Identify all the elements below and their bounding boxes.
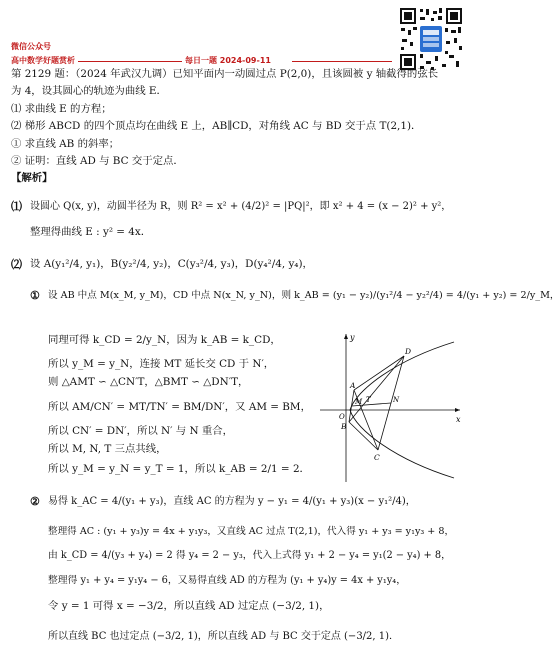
segment-bd	[349, 356, 404, 422]
segment-ad	[354, 356, 404, 390]
question-2: ⑵ 梯形 ABCD 的四个顶点均在曲线 E 上，AB∥CD，对角线 AC 与 BD 交于点 T(2,1)．	[11, 120, 422, 132]
subpart1-line-7: 所以 M, N, T 三点共线，	[48, 443, 167, 455]
part2-marker: ⑵	[11, 258, 22, 271]
subpart1-line-6: 所以 CN′ = DN′，所以 N′ 与 N 重合，	[48, 425, 234, 437]
question-2b: ② 证明：直线 AD 与 BC 交于定点．	[11, 155, 184, 167]
x-axis-arrow-icon	[455, 408, 460, 412]
subpart2-line-6: 所以直线 BC 也过定点 (−3/2, 1)，所以直线 AD 与 BC 交于定点 (−3/2, 1)．	[48, 631, 400, 642]
point-m-label: M	[355, 398, 363, 406]
y-axis-label: y	[350, 333, 355, 342]
part2-line-1: 设 A(y₁²/4, y₁)，B(y₂²/4, y₂)，C(y₃²/4, y₃)，D(y₄²/4, y₄)，	[30, 258, 313, 270]
subpart1-line-1: 设 AB 中点 M(x_M, y_M)，CD 中点 N(x_N, y_N)，则 k_AB = (y₁ − y₂)/(y₁²/4 − y₂²/4) = 4/(y₁ + y₂) = 2/y_M，	[48, 290, 560, 301]
part1-marker: ⑴	[11, 200, 22, 213]
parabola-trapezoid-figure	[316, 330, 464, 486]
subpart2-line-1: 易得 k_AC = 4/(y₁ + y₃)，直线 AC 的方程为 y − y₁ = 4/(y₁ + y₃)(x − y₁²/4)，	[48, 496, 416, 507]
qr-code-image	[398, 6, 464, 72]
point-n-label: N	[393, 396, 400, 404]
origin-label: O	[339, 413, 345, 421]
daily-title: 每日一题 2024-09-11	[185, 56, 271, 65]
subpart2-marker: ②	[30, 495, 40, 508]
problem-line-2: 为 4，设其圆心的轨迹为曲线 E．	[11, 85, 167, 97]
x-axis-label: x	[456, 415, 461, 424]
subpart2-line-5: 令 y = 1 可得 x = −3/2，所以直线 AD 过定点 (−3/2, 1)，	[48, 600, 330, 612]
part1-line-2: 整理得曲线 E : y² = 4x．	[30, 226, 152, 238]
header-rule-right	[292, 61, 392, 62]
point-t-label: T	[366, 396, 371, 404]
subpart2-line-3: 由 k_CD = 4/(y₃ + y₄) = 2 得 y₄ = 2 − y₃，代入上式得 y₁ + 2 − y₄ = y₁(2 − y₄) + 8，	[48, 550, 451, 561]
y-axis-arrow-icon	[344, 334, 348, 339]
subpart1-marker: ①	[30, 289, 40, 302]
point-c-label: C	[374, 453, 380, 462]
point-b-label: B	[341, 422, 347, 431]
subpart2-line-2: 整理得 AC : (y₁ + y₃)y = 4x + y₁y₃，又直线 AC 过点 T(2,1)，代入得 y₁ + y₃ = y₁y₃ + 8，	[48, 526, 455, 537]
column-title: 高中数学好题赏析	[11, 56, 75, 65]
question-1: ⑴ 求曲线 E 的方程；	[11, 103, 112, 115]
point-d-label: D	[405, 347, 412, 356]
part1-line-1: 设圆心 Q(x, y)，动圆半径为 R，则 R² = x² + (4/2)² = |PQ|²，即 x² + 4 = (x − 2)² + y²，	[30, 201, 452, 212]
question-2a: ① 求直线 AB 的斜率；	[11, 138, 120, 150]
point-a-label: A	[350, 381, 356, 390]
segment-bc	[349, 422, 378, 450]
account-label: 微信公众号	[11, 42, 51, 51]
subpart1-line-5: 所以 AM/CN′ = MT/TN′ = BM/DN′，又 AM = BM，	[48, 401, 311, 413]
subpart1-line-8: 所以 y_M = y_N = y_T = 1，所以 k_AB = 2/1 = 2．	[48, 463, 310, 475]
header-rule-left	[78, 61, 182, 62]
subpart1-line-3: 所以 y_M = y_N，连接 MT 延长交 CD 于 N′，	[48, 358, 275, 370]
subpart2-line-4: 整理得 y₁ + y₄ = y₁y₄ − 6，又易得直线 AD 的方程为 (y₁ + y₄)y = 4x + y₁y₄，	[48, 575, 407, 586]
problem-line-1: 第 2129 题：（2024 年武汉九调）已知平面内一动圆过点 P(2,0)，且该圆被 y 轴截得的弦长	[11, 68, 439, 80]
subpart1-line-2: 同理可得 k_CD = 2/y_N，因为 k_AB = k_CD，	[48, 334, 281, 346]
solution-heading: 【解析】	[11, 172, 53, 184]
subpart1-line-4: 则 △AMT ∽ △CN′T，△BMT ∽ △DN′T，	[48, 376, 249, 388]
